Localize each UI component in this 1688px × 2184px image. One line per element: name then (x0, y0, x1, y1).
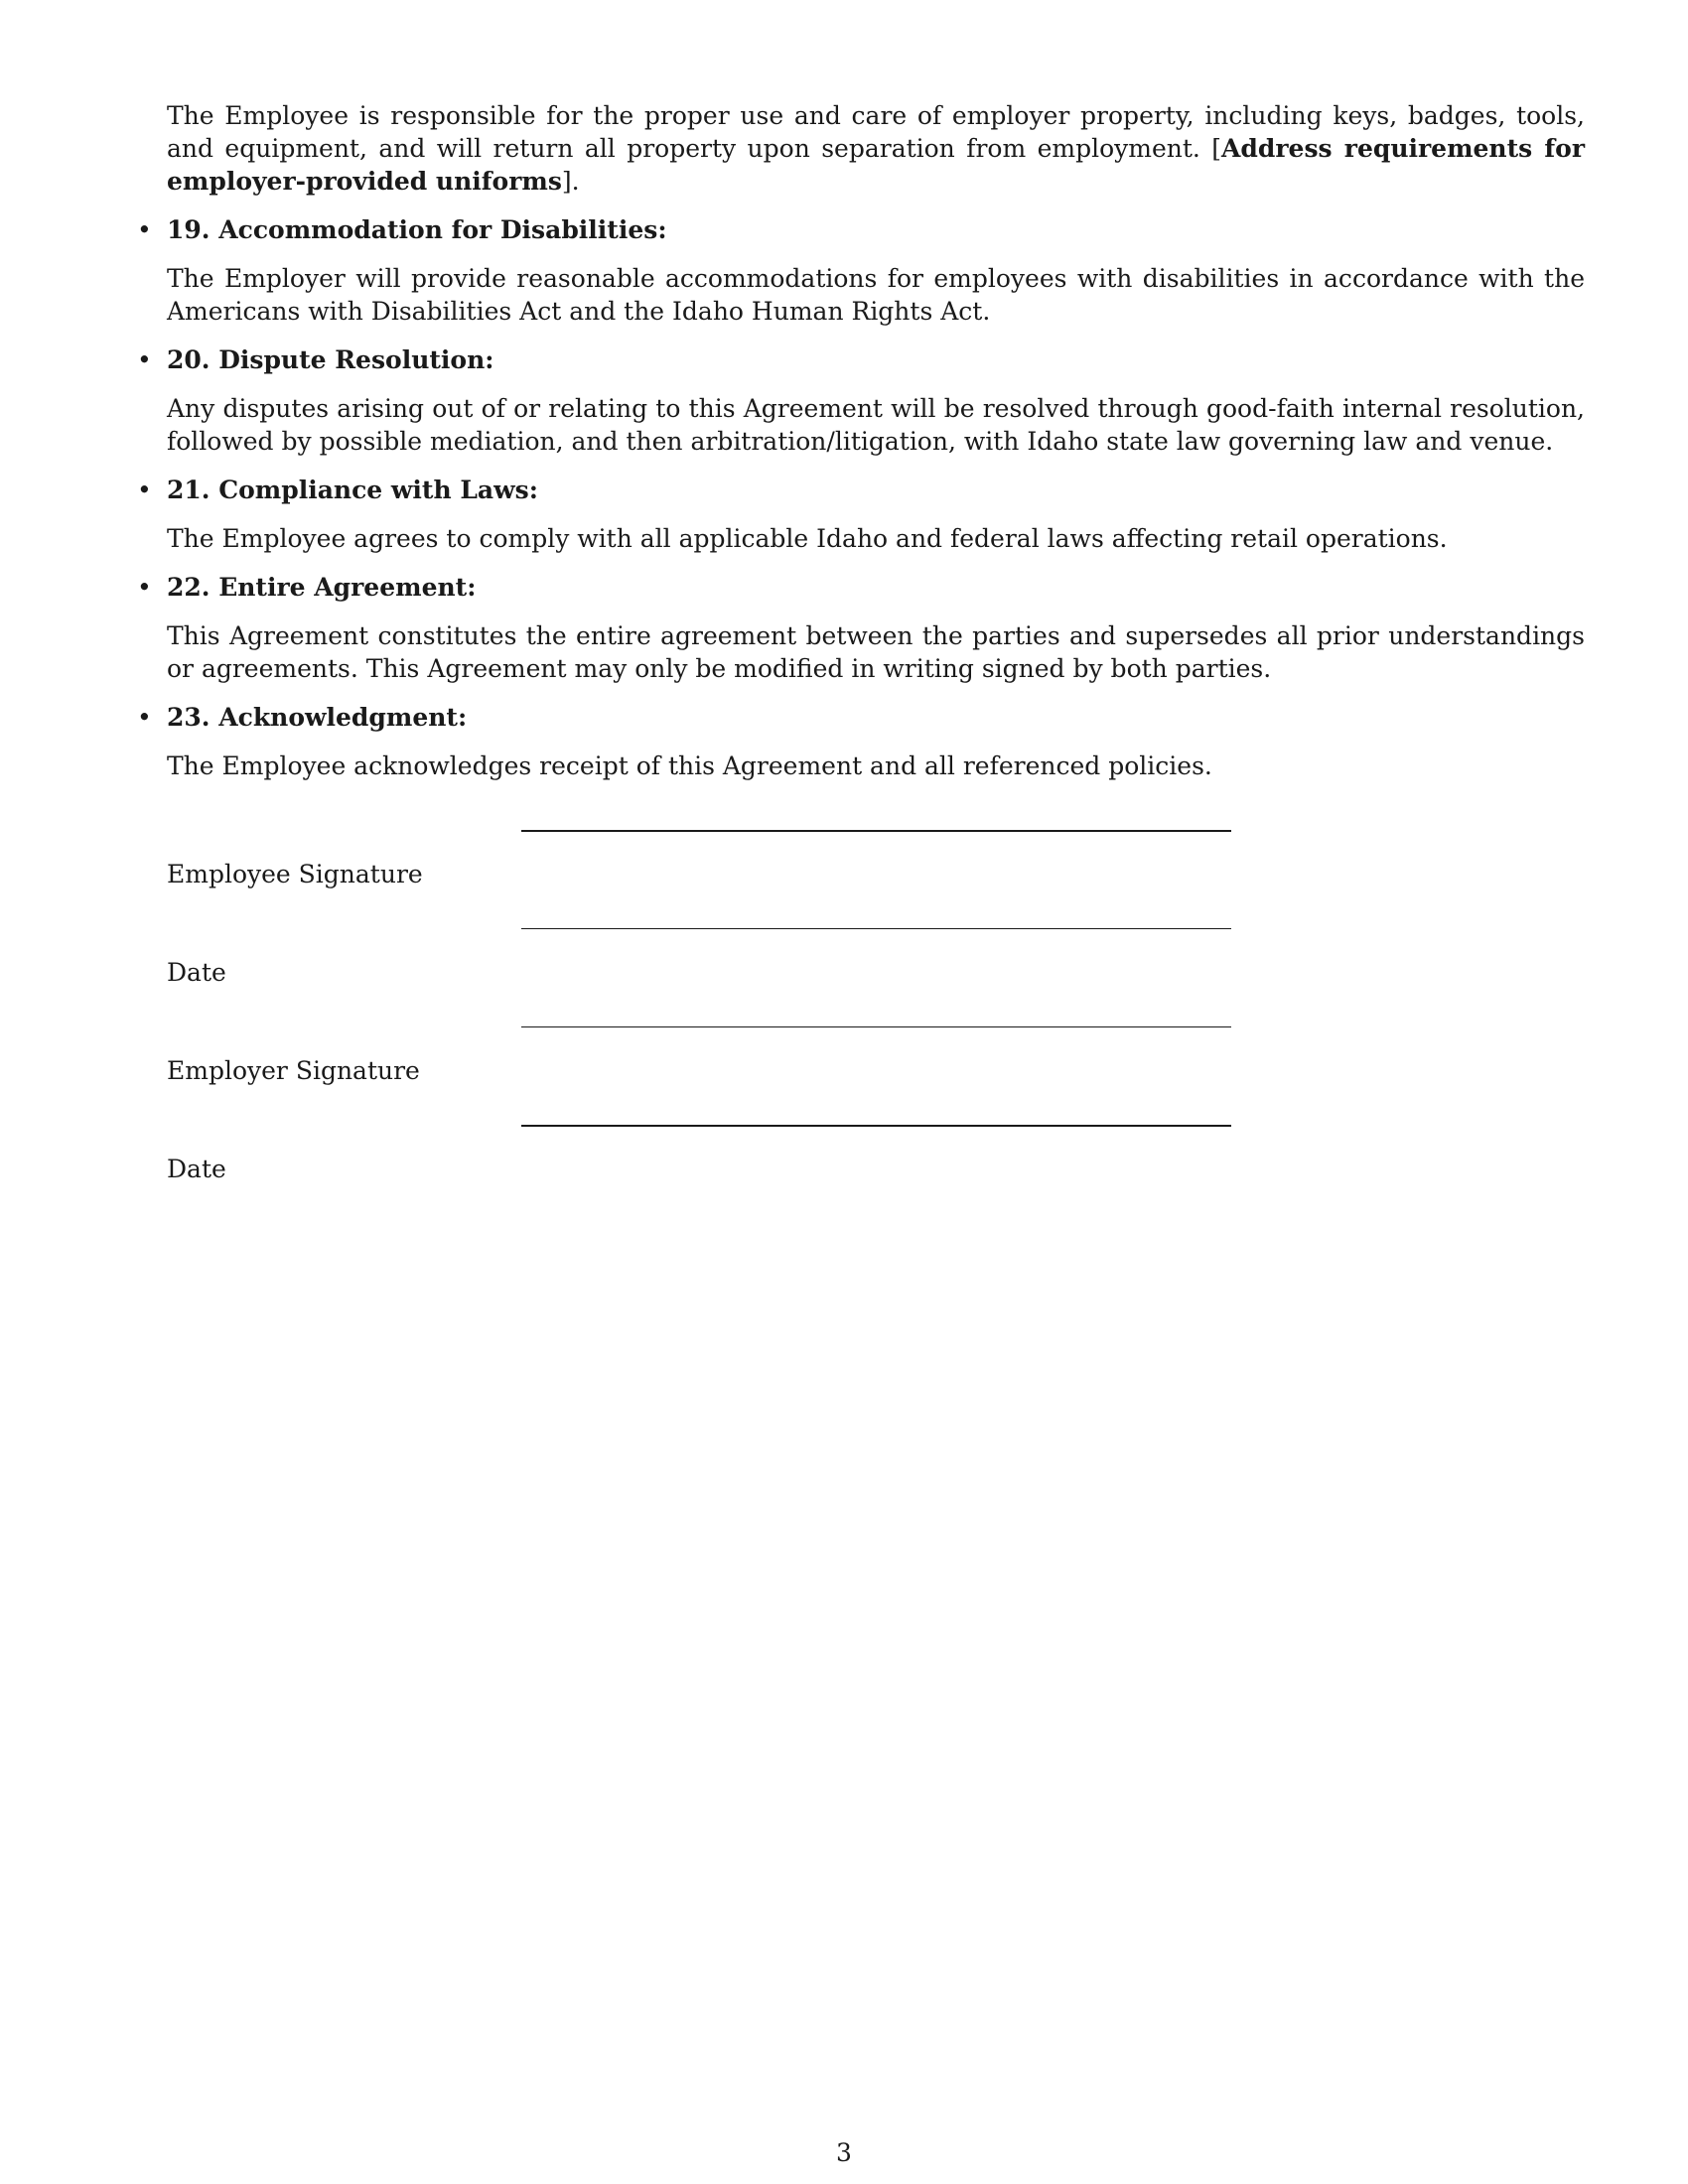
employee-signature-row (167, 824, 1259, 922)
section-body: The Employee acknowledges receipt of this Agreement and all referenced policies. (167, 751, 1212, 780)
section-body: The Employer will provide reasonable accommodations for employees with disabilities in accordance with the Americans with Disabilities Act and the Idaho Human Rights Act. (167, 264, 1585, 326)
employer-date-label: Date (167, 1155, 226, 1183)
bullet-icon: • (137, 573, 152, 602)
section-body: Any disputes arising out of or relating to this Agreement will be resolved through good-faith internal resolution, followed by possible mediation, and then arbitration/litigation, with Idaho state law governing law and venue. (167, 394, 1585, 456)
intro-bold-placeholder: Address requirements for employer-provided uniforms (167, 134, 1586, 196)
employee-date-row (167, 922, 1259, 1021)
employee-date-label: Date (167, 958, 226, 987)
section-heading (137, 213, 1585, 246)
section-title: 19. Accommodation for Disabilities: (167, 215, 667, 244)
bullet-icon: • (137, 476, 152, 504)
bullet-icon: • (137, 215, 152, 244)
section-body: This Agreement constitutes the entire agreement between the parties and supersedes all prior understandings or agreements. This Agreement may only be modified in writing signed by both parties. (167, 621, 1585, 683)
section-23 (137, 701, 1585, 782)
section-body: The Employee agrees to comply with all applicable Idaho and federal laws affecting retail operations. (167, 524, 1448, 553)
employer-signature-line[interactable] (521, 1026, 1231, 1027)
section-heading (137, 701, 1585, 734)
bullet-icon: • (137, 703, 152, 732)
section-title: 21. Compliance with Laws: (167, 476, 538, 504)
section-title: 22. Entire Agreement: (167, 573, 477, 602)
employer-signature-label: Employer Signature (167, 1056, 420, 1085)
employer-date-line[interactable] (521, 1125, 1231, 1127)
signature-block (167, 824, 1259, 1217)
bullet-icon: • (137, 345, 152, 374)
section-heading (137, 343, 1585, 376)
page-number: 3 (836, 2138, 852, 2167)
section-19 (137, 213, 1585, 328)
employee-signature-label: Employee Signature (167, 860, 423, 888)
section-heading (137, 474, 1585, 506)
document-body (137, 99, 1586, 798)
section-21 (137, 474, 1585, 555)
intro-end: ]. (561, 167, 580, 196)
employee-date-line[interactable] (521, 928, 1231, 929)
section-22 (137, 571, 1585, 685)
section-heading (137, 571, 1585, 604)
employer-date-row (167, 1119, 1259, 1217)
employee-signature-line[interactable] (521, 830, 1231, 832)
section-title: 20. Dispute Resolution: (167, 345, 494, 374)
employer-signature-row (167, 1021, 1259, 1119)
section-20 (137, 343, 1585, 458)
section-title: 23. Acknowledgment: (167, 703, 468, 732)
intro-text: The Employee is responsible for the proper use and care of employer property, including keys, badges, tools, and equipment, and will return all property upon separation from employment. [ (167, 101, 1585, 163)
intro-paragraph (167, 99, 1585, 198)
